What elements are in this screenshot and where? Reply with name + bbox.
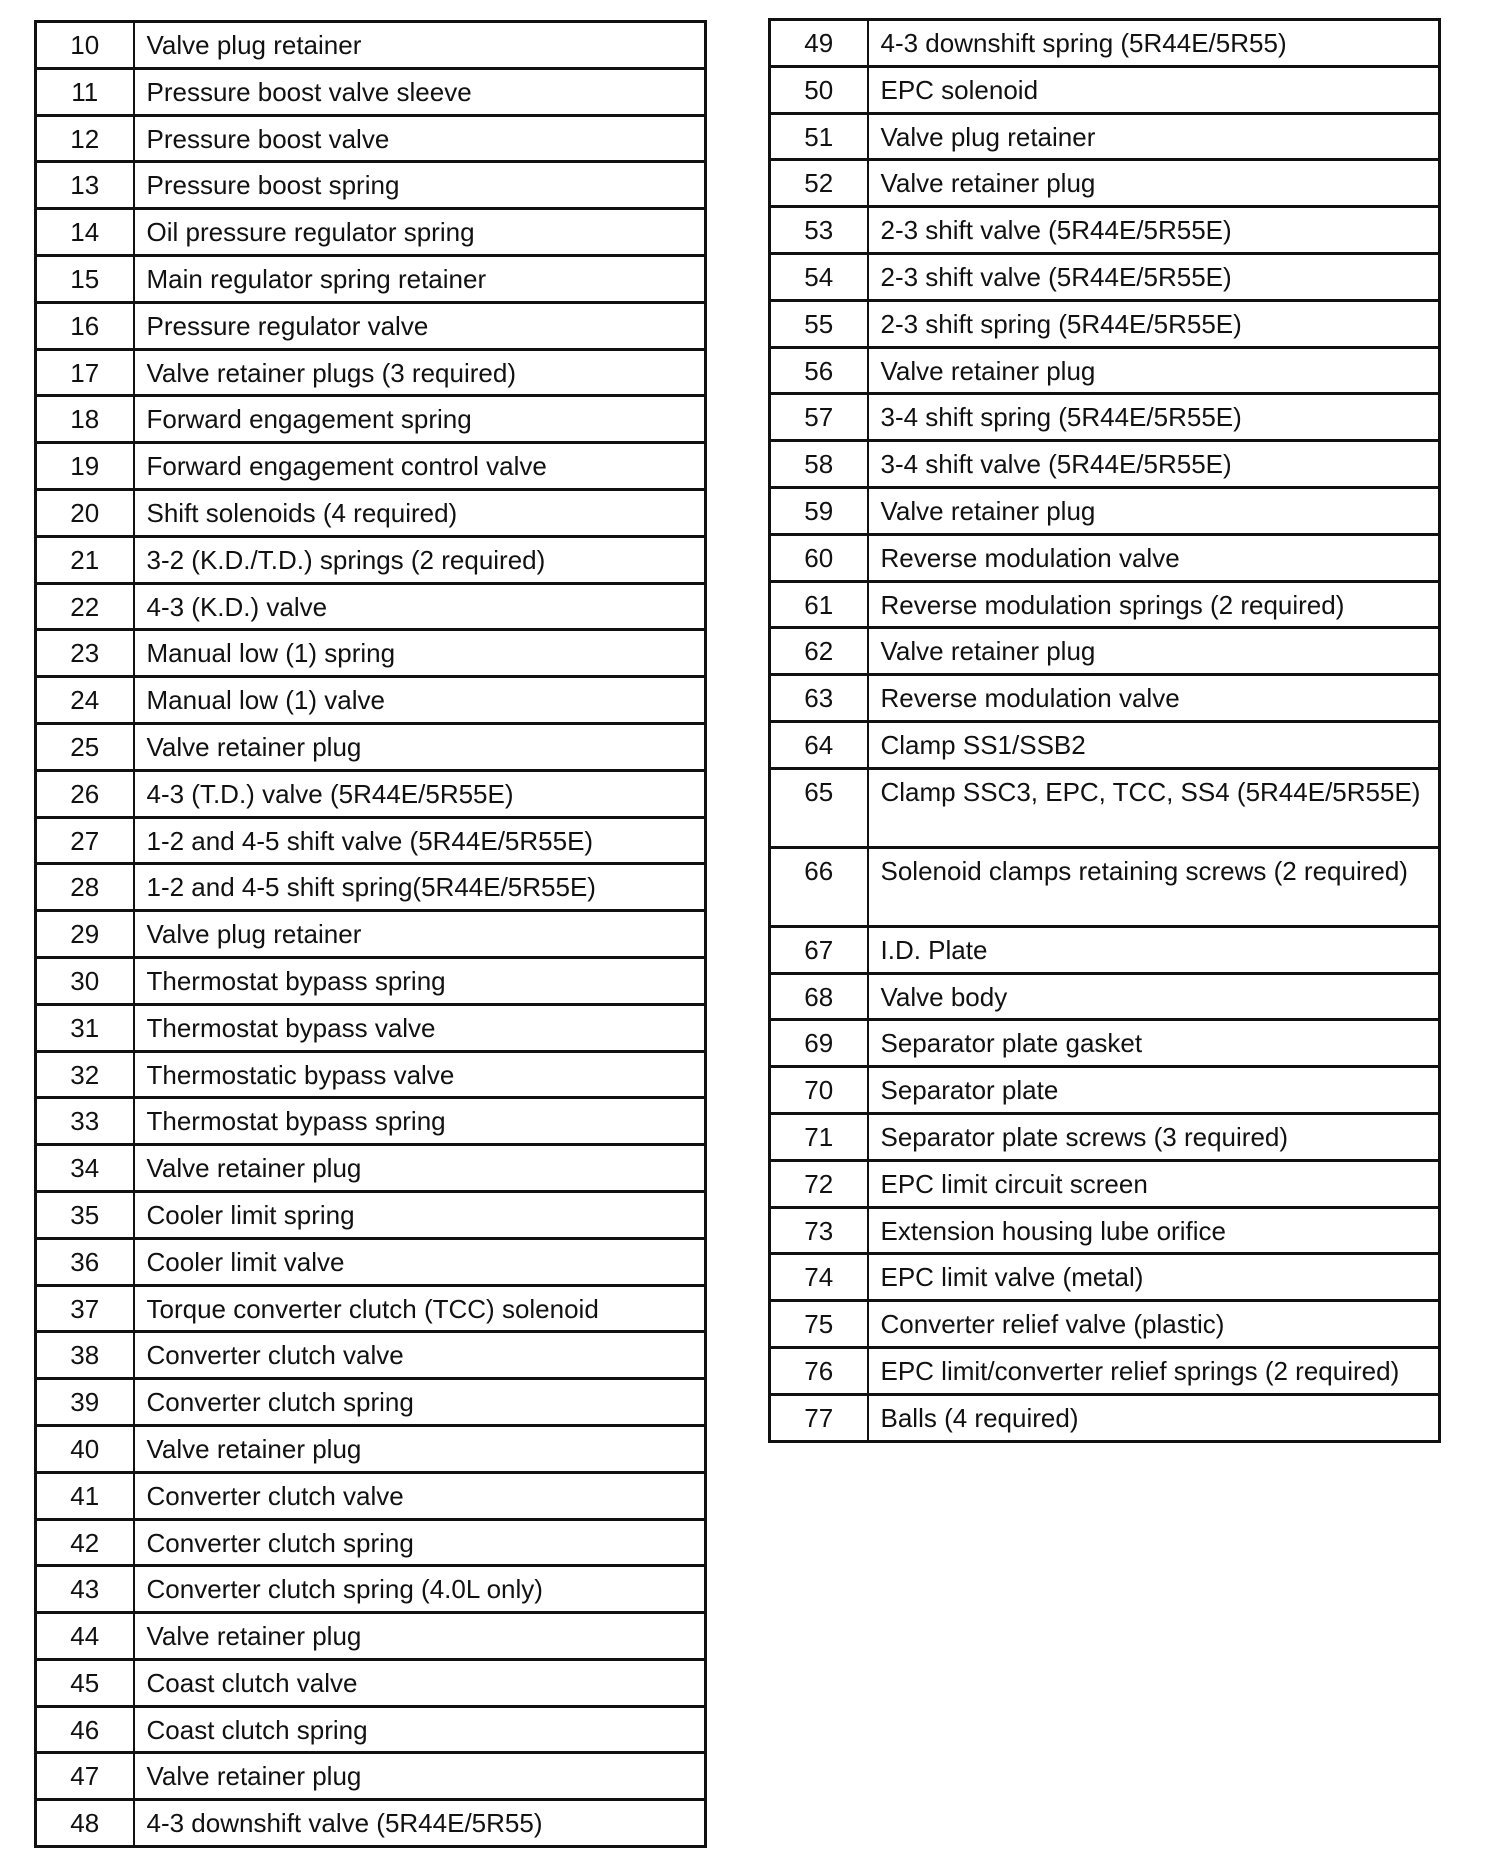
part-description: Valve retainer plugs (3 required) [134, 349, 706, 396]
part-number: 50 [770, 66, 868, 113]
part-number: 39 [36, 1379, 134, 1426]
table-row [36, 396, 706, 443]
table-row [770, 1394, 1440, 1441]
part-description: Valve retainer plug [868, 160, 1440, 207]
part-number: 17 [36, 349, 134, 396]
part-number: 19 [36, 443, 134, 490]
table-row [36, 1519, 706, 1566]
part-number: 73 [770, 1207, 868, 1254]
table-row [770, 1113, 1440, 1160]
part-description: Forward engagement control valve [134, 443, 706, 490]
part-number: 76 [770, 1347, 868, 1394]
table-row [36, 1753, 706, 1800]
part-number: 15 [36, 255, 134, 302]
table-row [36, 1145, 706, 1192]
table-row [770, 581, 1440, 628]
table-row [770, 1067, 1440, 1114]
table-row [36, 1659, 706, 1706]
part-description: Reverse modulation springs (2 required) [868, 581, 1440, 628]
table-row [36, 209, 706, 256]
part-number: 43 [36, 1566, 134, 1613]
part-number: 26 [36, 770, 134, 817]
part-number: 77 [770, 1394, 868, 1441]
part-number: 37 [36, 1285, 134, 1332]
table-row [770, 1160, 1440, 1207]
part-description: EPC limit circuit screen [868, 1160, 1440, 1207]
part-description: 1-2 and 4-5 shift spring(5R44E/5R55E) [134, 864, 706, 911]
part-description: Solenoid clamps retaining screws (2 required) [868, 847, 1440, 926]
part-number: 56 [770, 347, 868, 394]
table-row [770, 675, 1440, 722]
part-description: Oil pressure regulator spring [134, 209, 706, 256]
part-number: 58 [770, 441, 868, 488]
part-description: Reverse modulation valve [868, 534, 1440, 581]
table-row [770, 1207, 1440, 1254]
part-number: 64 [770, 721, 868, 768]
part-description: EPC solenoid [868, 66, 1440, 113]
part-description: 2-3 shift spring (5R44E/5R55E) [868, 300, 1440, 347]
part-number: 59 [770, 487, 868, 534]
part-description: Separator plate screws (3 required) [868, 1113, 1440, 1160]
table-row [770, 926, 1440, 973]
part-number: 29 [36, 911, 134, 958]
table-row [36, 911, 706, 958]
part-number: 10 [36, 22, 134, 69]
part-number: 21 [36, 536, 134, 583]
table-row [770, 1020, 1440, 1067]
part-description: Converter relief valve (plastic) [868, 1301, 1440, 1348]
table-row [36, 489, 706, 536]
parts-table-right-body [770, 20, 1440, 1442]
part-number: 32 [36, 1051, 134, 1098]
part-number: 40 [36, 1425, 134, 1472]
part-number: 24 [36, 677, 134, 724]
part-number: 69 [770, 1020, 868, 1067]
part-description: Thermostat bypass spring [134, 957, 706, 1004]
table-row [770, 1347, 1440, 1394]
part-number: 53 [770, 207, 868, 254]
table-row [36, 1004, 706, 1051]
table-row [770, 847, 1440, 926]
table-row [36, 1566, 706, 1613]
part-number: 61 [770, 581, 868, 628]
part-description: Coast clutch spring [134, 1706, 706, 1753]
table-row [770, 207, 1440, 254]
part-description: Valve retainer plug [868, 487, 1440, 534]
table-row [36, 162, 706, 209]
table-row [770, 160, 1440, 207]
table-row [36, 1472, 706, 1519]
part-number: 67 [770, 926, 868, 973]
part-number: 22 [36, 583, 134, 630]
part-description: Coast clutch valve [134, 1659, 706, 1706]
part-description: Valve plug retainer [134, 22, 706, 69]
part-description: Valve body [868, 973, 1440, 1020]
part-number: 30 [36, 957, 134, 1004]
part-number: 60 [770, 534, 868, 581]
part-description: Converter clutch spring [134, 1519, 706, 1566]
part-number: 23 [36, 630, 134, 677]
table-row [770, 1254, 1440, 1301]
table-row [770, 20, 1440, 67]
part-number: 54 [770, 253, 868, 300]
part-description: Pressure regulator valve [134, 302, 706, 349]
part-description: Manual low (1) spring [134, 630, 706, 677]
part-number: 49 [770, 20, 868, 67]
table-row [36, 723, 706, 770]
part-number: 70 [770, 1067, 868, 1114]
part-description: Torque converter clutch (TCC) solenoid [134, 1285, 706, 1332]
part-description: Pressure boost spring [134, 162, 706, 209]
part-description: Valve retainer plug [134, 1145, 706, 1192]
part-number: 16 [36, 302, 134, 349]
table-row [770, 113, 1440, 160]
part-number: 28 [36, 864, 134, 911]
part-number: 65 [770, 768, 868, 847]
table-row [36, 443, 706, 490]
part-number: 62 [770, 628, 868, 675]
part-description: Pressure boost valve [134, 115, 706, 162]
table-row [36, 302, 706, 349]
table-row [770, 534, 1440, 581]
part-number: 46 [36, 1706, 134, 1753]
part-description: 1-2 and 4-5 shift valve (5R44E/5R55E) [134, 817, 706, 864]
table-row [36, 1800, 706, 1847]
part-description: 2-3 shift valve (5R44E/5R55E) [868, 253, 1440, 300]
table-row [36, 1285, 706, 1332]
part-number: 11 [36, 68, 134, 115]
table-row [770, 253, 1440, 300]
part-description: 2-3 shift valve (5R44E/5R55E) [868, 207, 1440, 254]
part-number: 75 [770, 1301, 868, 1348]
part-description: Valve retainer plug [868, 347, 1440, 394]
parts-table-left [34, 20, 707, 1848]
part-number: 12 [36, 115, 134, 162]
table-row [770, 973, 1440, 1020]
part-number: 42 [36, 1519, 134, 1566]
table-row [36, 583, 706, 630]
part-number: 35 [36, 1191, 134, 1238]
part-description: 3-4 shift valve (5R44E/5R55E) [868, 441, 1440, 488]
part-number: 20 [36, 489, 134, 536]
part-description: Cooler limit spring [134, 1191, 706, 1238]
part-number: 74 [770, 1254, 868, 1301]
table-row [770, 300, 1440, 347]
part-description: Valve retainer plug [134, 1425, 706, 1472]
table-row [36, 1191, 706, 1238]
table-row [36, 255, 706, 302]
table-row [770, 394, 1440, 441]
table-row [36, 1613, 706, 1660]
table-row [36, 677, 706, 724]
part-description: Valve plug retainer [868, 113, 1440, 160]
part-number: 18 [36, 396, 134, 443]
part-number: 71 [770, 1113, 868, 1160]
part-description: Separator plate [868, 1067, 1440, 1114]
part-description: Cooler limit valve [134, 1238, 706, 1285]
part-number: 44 [36, 1613, 134, 1660]
part-number: 27 [36, 817, 134, 864]
part-description: Thermostatic bypass valve [134, 1051, 706, 1098]
table-row [36, 1238, 706, 1285]
part-description: Balls (4 required) [868, 1394, 1440, 1441]
table-row [36, 1332, 706, 1379]
part-number: 57 [770, 394, 868, 441]
table-row [36, 1051, 706, 1098]
part-description: Pressure boost valve sleeve [134, 68, 706, 115]
part-description: 4-3 (T.D.) valve (5R44E/5R55E) [134, 770, 706, 817]
part-description: Main regulator spring retainer [134, 255, 706, 302]
part-description: Shift solenoids (4 required) [134, 489, 706, 536]
part-description: Converter clutch spring (4.0L only) [134, 1566, 706, 1613]
table-row [36, 1379, 706, 1426]
part-number: 68 [770, 973, 868, 1020]
table-row [770, 441, 1440, 488]
part-number: 14 [36, 209, 134, 256]
table-row [36, 1098, 706, 1145]
table-row [770, 721, 1440, 768]
part-description: Converter clutch valve [134, 1472, 706, 1519]
part-description: Valve retainer plug [134, 1613, 706, 1660]
part-number: 51 [770, 113, 868, 160]
part-description: Thermostat bypass spring [134, 1098, 706, 1145]
part-number: 63 [770, 675, 868, 722]
part-description: Manual low (1) valve [134, 677, 706, 724]
table-row [36, 536, 706, 583]
table-row [36, 22, 706, 69]
part-description: Valve retainer plug [134, 1753, 706, 1800]
part-number: 31 [36, 1004, 134, 1051]
table-row [36, 957, 706, 1004]
part-description: 4-3 downshift spring (5R44E/5R55) [868, 20, 1440, 67]
table-row [36, 115, 706, 162]
table-row [770, 487, 1440, 534]
table-row [36, 630, 706, 677]
part-description: Forward engagement spring [134, 396, 706, 443]
table-row [36, 817, 706, 864]
part-description: Valve retainer plug [868, 628, 1440, 675]
part-description: I.D. Plate [868, 926, 1440, 973]
table-row [36, 349, 706, 396]
part-description: EPC limit/converter relief springs (2 required) [868, 1347, 1440, 1394]
part-number: 55 [770, 300, 868, 347]
table-row [770, 768, 1440, 847]
table-row [36, 864, 706, 911]
table-row [36, 1706, 706, 1753]
part-description: Extension housing lube orifice [868, 1207, 1440, 1254]
table-row [770, 66, 1440, 113]
part-number: 48 [36, 1800, 134, 1847]
parts-table-left-body [36, 22, 706, 1847]
table-row [36, 770, 706, 817]
part-number: 33 [36, 1098, 134, 1145]
part-number: 52 [770, 160, 868, 207]
table-row [770, 347, 1440, 394]
part-description: 3-2 (K.D./T.D.) springs (2 required) [134, 536, 706, 583]
parts-table-right [768, 18, 1441, 1443]
table-row [36, 1425, 706, 1472]
part-number: 34 [36, 1145, 134, 1192]
table-row [36, 68, 706, 115]
part-description: Clamp SSC3, EPC, TCC, SS4 (5R44E/5R55E) [868, 768, 1440, 847]
part-number: 72 [770, 1160, 868, 1207]
part-description: EPC limit valve (metal) [868, 1254, 1440, 1301]
part-description: Thermostat bypass valve [134, 1004, 706, 1051]
part-description: 3-4 shift spring (5R44E/5R55E) [868, 394, 1440, 441]
part-number: 13 [36, 162, 134, 209]
part-number: 45 [36, 1659, 134, 1706]
part-description: Valve retainer plug [134, 723, 706, 770]
table-row [770, 628, 1440, 675]
part-description: Separator plate gasket [868, 1020, 1440, 1067]
part-description: 4-3 (K.D.) valve [134, 583, 706, 630]
part-description: Reverse modulation valve [868, 675, 1440, 722]
part-description: Converter clutch valve [134, 1332, 706, 1379]
table-row [770, 1301, 1440, 1348]
part-number: 25 [36, 723, 134, 770]
part-number: 47 [36, 1753, 134, 1800]
part-description: Clamp SS1/SSB2 [868, 721, 1440, 768]
part-description: Converter clutch spring [134, 1379, 706, 1426]
part-number: 36 [36, 1238, 134, 1285]
part-number: 66 [770, 847, 868, 926]
part-number: 38 [36, 1332, 134, 1379]
part-number: 41 [36, 1472, 134, 1519]
part-description: Valve plug retainer [134, 911, 706, 958]
part-description: 4-3 downshift valve (5R44E/5R55) [134, 1800, 706, 1847]
